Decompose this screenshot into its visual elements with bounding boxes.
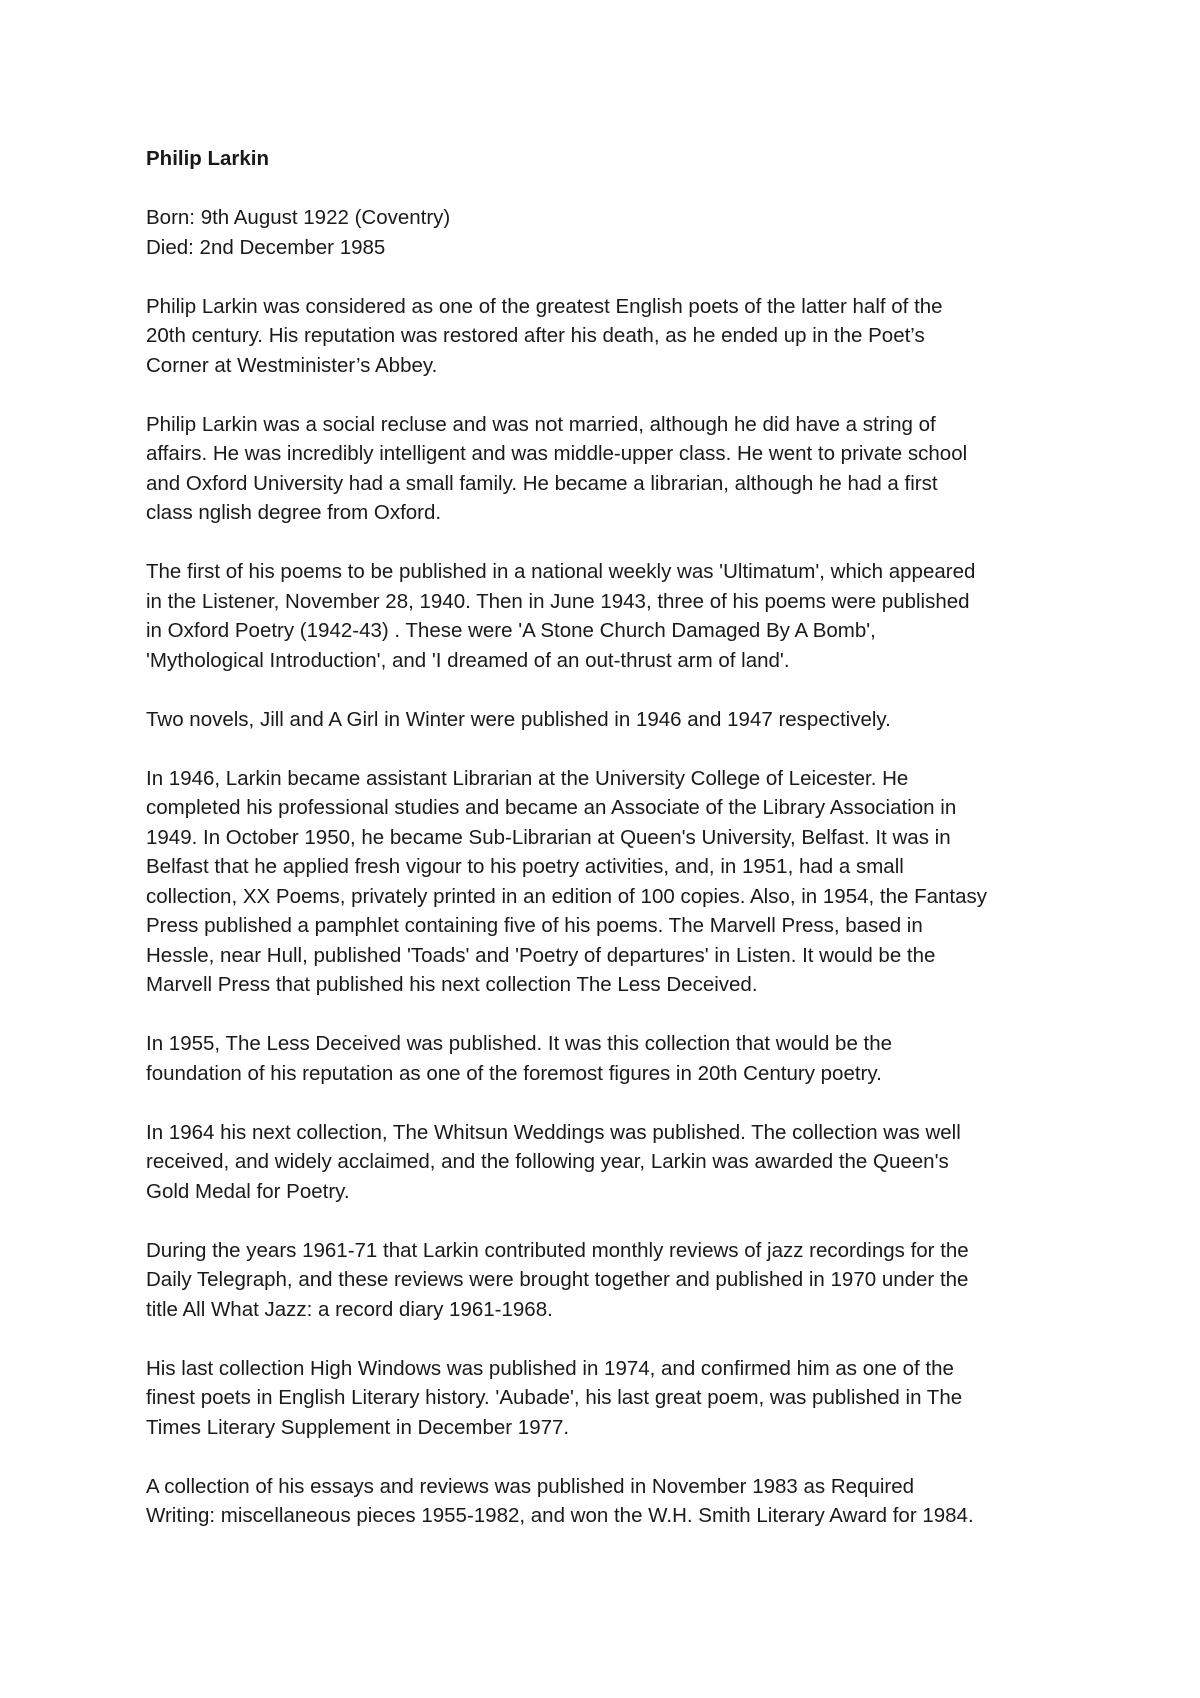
paragraph-line: Gold Medal for Poetry. <box>146 1179 350 1203</box>
body-paragraph <box>146 1354 1076 1443</box>
body-paragraph <box>146 764 1076 1000</box>
paragraph-line: Writing: miscellaneous pieces 1955-1982, and won the W.H. Smith Literary Award for 1984. <box>146 1504 974 1527</box>
paragraph-line: Belfast that he applied fresh vigour to his poetry activities, and, in 1951, had a small <box>146 855 904 878</box>
born-line: Born: 9th August 1922 (Coventry) <box>146 206 451 229</box>
body-paragraph <box>146 1236 1076 1325</box>
paragraph-line: The first of his poems to be published in a national weekly was 'Ultimatum', which appeared <box>146 560 976 583</box>
paragraph-line: His last collection High Windows was published in 1974, and confirmed him as one of the <box>146 1356 954 1380</box>
body-paragraph <box>146 1029 1076 1088</box>
paragraph-line: 'Mythological Introduction', and 'I dreamed of an out-thrust arm of land'. <box>146 648 790 672</box>
died-line: Died: 2nd December 1985 <box>146 235 386 259</box>
body-paragraph <box>146 1472 1076 1531</box>
paragraph-line: completed his professional studies and became an Associate of the Library Association in <box>146 796 957 819</box>
paragraph-line: received, and widely acclaimed, and the following year, Larkin was awarded the Queen's <box>146 1150 949 1173</box>
paragraph-line: A collection of his essays and reviews was published in November 1983 as Required <box>146 1474 915 1498</box>
body-paragraph <box>146 1118 1076 1207</box>
paragraph-line: Marvell Press that published his next collection The Less Deceived. <box>146 973 758 996</box>
document-title: Philip Larkin <box>146 147 270 170</box>
paragraph-line: Press published a pamphlet containing five of his poems. The Marvell Press, based in <box>146 914 923 937</box>
paragraph-line: finest poets in English Literary history. 'Aubade', his last great poem, was published in The <box>146 1386 963 1409</box>
paragraph-line: Philip Larkin was considered as one of the greatest English poets of the latter half of the <box>146 294 943 318</box>
paragraph-line: 1949. In October 1950, he became Sub-Librarian at Queen's University, Belfast. It was in <box>146 825 951 849</box>
paragraph-line: collection, XX Poems, privately printed in an edition of 100 copies. Also, in 1954, the Fantasy <box>146 884 987 908</box>
document-body <box>146 144 1076 1560</box>
paragraph-line: affairs. He was incredibly intelligent and was middle-upper class. He went to private school <box>146 442 968 465</box>
paragraph-line: in Oxford Poetry (1942-43) . These were 'A Stone Church Damaged By A Bomb', <box>146 619 876 642</box>
paragraph-line: In 1955, The Less Deceived was published. It was this collection that would be the <box>146 1032 893 1055</box>
paragraph-line: Hessle, near Hull, published 'Toads' and 'Poetry of departures' in Listen. It would be the <box>146 943 936 967</box>
body-paragraph <box>146 557 1076 675</box>
paragraph-line: 20th century. His reputation was restored after his death, as he ended up in the Poet’s <box>146 324 925 347</box>
life-dates <box>146 203 1076 262</box>
paragraph-line: Times Literary Supplement in December 1977. <box>146 1415 570 1439</box>
paragraph-line: Philip Larkin was a social recluse and was not married, although he did have a string of <box>146 412 936 436</box>
paragraph-line: foundation of his reputation as one of the foremost figures in 20th Century poetry. <box>146 1061 882 1085</box>
body-paragraphs <box>146 292 1076 1531</box>
paragraph-line: and Oxford University had a small family. He became a librarian, although he had a first <box>146 471 938 495</box>
paragraph-line: Daily Telegraph, and these reviews were brought together and published in 1970 under the <box>146 1268 969 1291</box>
paragraph-line: Two novels, Jill and A Girl in Winter were published in 1946 and 1947 respectively. <box>146 707 891 731</box>
paragraph-line: in the Listener, November 28, 1940. Then in June 1943, three of his poems were published <box>146 589 970 613</box>
paragraph-line: In 1946, Larkin became assistant Librarian at the University College of Leicester. He <box>146 766 909 790</box>
body-paragraph <box>146 705 1076 735</box>
body-paragraph <box>146 292 1076 381</box>
paragraph-line: In 1964 his next collection, The Whitsun Weddings was published. The collection was well <box>146 1120 961 1144</box>
paragraph-line: Corner at Westminister’s Abbey. <box>146 353 438 377</box>
body-paragraph <box>146 410 1076 528</box>
paragraph-line: title All What Jazz: a record diary 1961-1968. <box>146 1297 553 1321</box>
paragraph-line: class nglish degree from Oxford. <box>146 501 442 524</box>
paragraph-line: During the years 1961-71 that Larkin contributed monthly reviews of jazz recordings for the <box>146 1238 969 1262</box>
